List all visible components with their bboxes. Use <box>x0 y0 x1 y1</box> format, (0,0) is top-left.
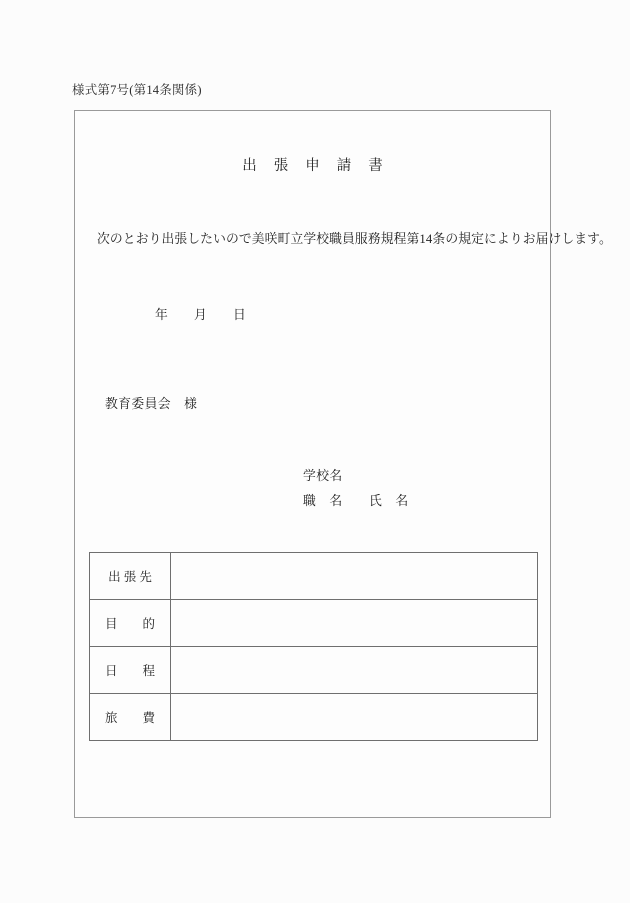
row-label-text: 日 程 <box>104 664 155 678</box>
row-value-travel-expenses[interactable] <box>171 694 538 741</box>
row-label-destination <box>90 553 171 600</box>
table-row <box>90 694 538 741</box>
row-label-text: 旅 費 <box>104 711 155 725</box>
table-row <box>90 647 538 694</box>
row-value-schedule[interactable] <box>171 647 538 694</box>
statement-text: 次のとおり出張したいので美咲町立学校職員服務規程第14条の規定によりお届けします。 <box>97 232 612 246</box>
row-value-destination[interactable] <box>171 553 538 600</box>
row-label-text: 目 的 <box>104 617 155 631</box>
page-title: 出張申請書 <box>242 158 400 174</box>
signature-block <box>303 464 409 514</box>
date-line: 年 月 日 <box>155 308 246 322</box>
table-row <box>90 600 538 647</box>
school-name-label: 学校名 <box>303 469 343 483</box>
row-label-purpose <box>90 600 171 647</box>
addressee-label: 教育委員会 様 <box>105 397 198 411</box>
row-label-schedule <box>90 647 171 694</box>
row-label-travel-expenses <box>90 694 171 741</box>
document-frame <box>74 110 612 818</box>
row-value-purpose[interactable] <box>171 600 538 647</box>
entry-table <box>89 552 538 741</box>
row-label-text: 出 張 先 <box>108 570 152 584</box>
table-row <box>90 553 538 600</box>
position-and-name-label: 職 名 氏 名 <box>303 494 409 508</box>
form-number-label: 様式第7号(第14条関係) <box>72 83 202 97</box>
